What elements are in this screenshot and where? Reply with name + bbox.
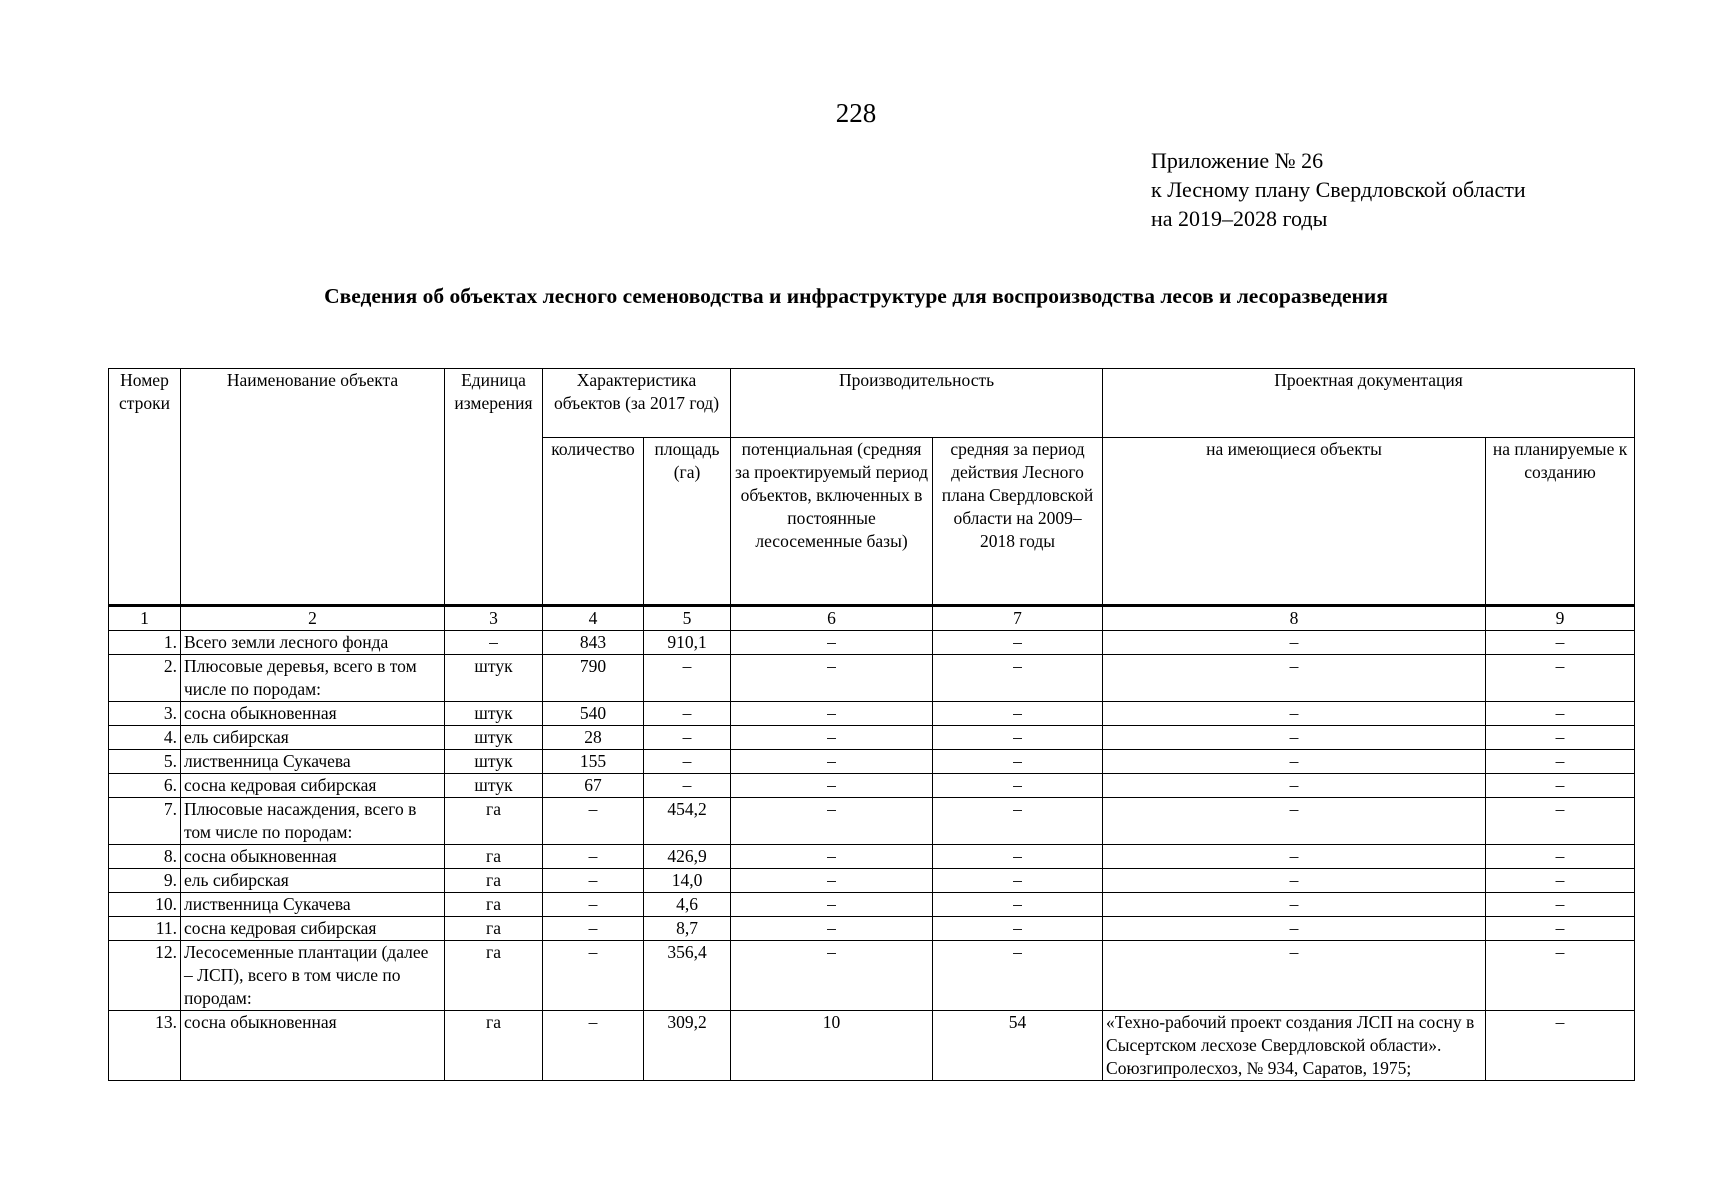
area-cell: – xyxy=(644,774,731,798)
area-cell: – xyxy=(644,726,731,750)
object-name-cell: Плюсовые деревья, всего в том числе по породам: xyxy=(181,655,445,702)
planned-docs-cell: – xyxy=(1486,941,1635,1011)
object-name-cell: сосна кедровая сибирская xyxy=(181,917,445,941)
potential-cell: – xyxy=(731,893,933,917)
existing-docs-cell: – xyxy=(1103,774,1486,798)
table-row xyxy=(109,845,1635,869)
row-number-cell: 6. xyxy=(109,774,181,798)
appendix-line-3: на 2019–2028 годы xyxy=(1151,206,1328,231)
header-project-docs: Проектная документация xyxy=(1103,369,1635,438)
potential-cell: – xyxy=(731,798,933,845)
row-number-cell: 8. xyxy=(109,845,181,869)
planned-docs-cell: – xyxy=(1486,631,1635,655)
unit-cell: штук xyxy=(445,750,543,774)
average-cell: – xyxy=(933,893,1103,917)
header-row-number: Номер строки xyxy=(109,369,181,606)
object-name-cell: лиственница Сукачева xyxy=(181,750,445,774)
average-cell: – xyxy=(933,869,1103,893)
column-numbers-row xyxy=(109,606,1635,631)
area-cell: 14,0 xyxy=(644,869,731,893)
quantity-cell: – xyxy=(543,941,644,1011)
area-cell: 309,2 xyxy=(644,1011,731,1081)
appendix-note xyxy=(1151,146,1526,233)
existing-docs-cell: – xyxy=(1103,726,1486,750)
quantity-cell: 155 xyxy=(543,750,644,774)
table-body xyxy=(109,631,1635,1081)
unit-cell: штук xyxy=(445,702,543,726)
row-number-cell: 12. xyxy=(109,941,181,1011)
table-row xyxy=(109,774,1635,798)
seed-objects-table xyxy=(108,368,1635,1081)
document-title: Сведения об объектах лесного семеноводства и инфраструктуре для воспроизводства лесов и лесоразведения xyxy=(324,284,1388,308)
average-cell: – xyxy=(933,941,1103,1011)
table-row xyxy=(109,869,1635,893)
object-name-cell: Всего земли лесного фонда xyxy=(181,631,445,655)
object-name-cell: Плюсовые насаждения, всего в том числе по породам: xyxy=(181,798,445,845)
planned-docs-cell: – xyxy=(1486,774,1635,798)
header-object-name: Наименование объекта xyxy=(181,369,445,606)
table-row xyxy=(109,631,1635,655)
average-cell: – xyxy=(933,655,1103,702)
row-number-cell: 11. xyxy=(109,917,181,941)
unit-cell: га xyxy=(445,893,543,917)
potential-cell: – xyxy=(731,702,933,726)
existing-docs-cell: – xyxy=(1103,869,1486,893)
table-row xyxy=(109,917,1635,941)
header-existing-objects: на имеющиеся объекты xyxy=(1103,438,1486,606)
potential-cell: – xyxy=(731,726,933,750)
unit-cell: штук xyxy=(445,655,543,702)
header-area: площадь (га) xyxy=(644,438,731,606)
object-name-cell: сосна кедровая сибирская xyxy=(181,774,445,798)
unit-cell: га xyxy=(445,917,543,941)
planned-docs-cell: – xyxy=(1486,750,1635,774)
column-number: 5 xyxy=(644,606,731,631)
page-number: 228 xyxy=(835,98,877,128)
unit-cell: га xyxy=(445,1011,543,1081)
quantity-cell: – xyxy=(543,917,644,941)
object-name-cell: лиственница Сукачева xyxy=(181,893,445,917)
object-name-cell: сосна обыкновенная xyxy=(181,1011,445,1081)
quantity-cell: – xyxy=(543,869,644,893)
object-name-cell: Лесосеменные плантации (далее – ЛСП), всего в том числе по породам: xyxy=(181,941,445,1011)
row-number-cell: 9. xyxy=(109,869,181,893)
average-cell: – xyxy=(933,917,1103,941)
average-cell: – xyxy=(933,774,1103,798)
planned-docs-cell: – xyxy=(1486,702,1635,726)
table-row xyxy=(109,798,1635,845)
planned-docs-cell: – xyxy=(1486,726,1635,750)
unit-cell: га xyxy=(445,798,543,845)
existing-docs-cell: – xyxy=(1103,655,1486,702)
appendix-line-2: к Лесному плану Свердловской области xyxy=(1151,177,1526,202)
object-name-cell: сосна обыкновенная xyxy=(181,702,445,726)
column-number: 4 xyxy=(543,606,644,631)
average-cell: 54 xyxy=(933,1011,1103,1081)
column-number: 8 xyxy=(1103,606,1486,631)
row-number-cell: 5. xyxy=(109,750,181,774)
unit-cell: штук xyxy=(445,774,543,798)
table-row xyxy=(109,941,1635,1011)
planned-docs-cell: – xyxy=(1486,655,1635,702)
existing-docs-cell: – xyxy=(1103,798,1486,845)
header-unit: Единица измерения xyxy=(445,369,543,606)
row-number-cell: 13. xyxy=(109,1011,181,1081)
column-number: 6 xyxy=(731,606,933,631)
area-cell: – xyxy=(644,750,731,774)
potential-cell: – xyxy=(731,655,933,702)
table-row xyxy=(109,893,1635,917)
existing-docs-cell: – xyxy=(1103,702,1486,726)
existing-docs-cell: – xyxy=(1103,893,1486,917)
potential-cell: 10 xyxy=(731,1011,933,1081)
appendix-line-1: Приложение № 26 xyxy=(1151,148,1324,173)
area-cell: – xyxy=(644,702,731,726)
potential-cell: – xyxy=(731,941,933,1011)
potential-cell: – xyxy=(731,869,933,893)
average-cell: – xyxy=(933,798,1103,845)
area-cell: – xyxy=(644,655,731,702)
row-number-cell: 3. xyxy=(109,702,181,726)
quantity-cell: – xyxy=(543,1011,644,1081)
area-cell: 454,2 xyxy=(644,798,731,845)
table-row xyxy=(109,726,1635,750)
column-number: 1 xyxy=(109,606,181,631)
row-number-cell: 7. xyxy=(109,798,181,845)
column-number: 2 xyxy=(181,606,445,631)
object-name-cell: сосна обыкновенная xyxy=(181,845,445,869)
area-cell: 356,4 xyxy=(644,941,731,1011)
header-characteristics: Характеристика объектов (за 2017 год) xyxy=(543,369,731,438)
planned-docs-cell: – xyxy=(1486,917,1635,941)
planned-docs-cell: – xyxy=(1486,893,1635,917)
potential-cell: – xyxy=(731,750,933,774)
object-name-cell: ель сибирская xyxy=(181,869,445,893)
table-row xyxy=(109,1011,1635,1081)
header-productivity: Производительность xyxy=(731,369,1103,438)
row-number-cell: 4. xyxy=(109,726,181,750)
object-name-cell: ель сибирская xyxy=(181,726,445,750)
quantity-cell: – xyxy=(543,893,644,917)
column-number: 7 xyxy=(933,606,1103,631)
potential-cell: – xyxy=(731,845,933,869)
area-cell: 426,9 xyxy=(644,845,731,869)
unit-cell: га xyxy=(445,845,543,869)
header-potential: потенциальная (средняя за проектируемый период объектов, включенных в постоянные лесосеменные базы) xyxy=(731,438,933,606)
quantity-cell: – xyxy=(543,845,644,869)
average-cell: – xyxy=(933,702,1103,726)
planned-docs-cell: – xyxy=(1486,1011,1635,1081)
quantity-cell: 67 xyxy=(543,774,644,798)
quantity-cell: 790 xyxy=(543,655,644,702)
planned-docs-cell: – xyxy=(1486,798,1635,845)
row-number-cell: 1. xyxy=(109,631,181,655)
planned-docs-cell: – xyxy=(1486,869,1635,893)
potential-cell: – xyxy=(731,631,933,655)
quantity-cell: 28 xyxy=(543,726,644,750)
header-planned-objects: на планируемые к созданию xyxy=(1486,438,1635,606)
potential-cell: – xyxy=(731,917,933,941)
existing-docs-cell: «Техно-рабочий проект создания ЛСП на сосну в Сысертском лесхозе Свердловской области». Союзгипролесхоз, № 934, Саратов, 1975; xyxy=(1103,1011,1486,1081)
average-cell: – xyxy=(933,631,1103,655)
average-cell: – xyxy=(933,845,1103,869)
existing-docs-cell: – xyxy=(1103,750,1486,774)
unit-cell: га xyxy=(445,941,543,1011)
column-number: 9 xyxy=(1486,606,1635,631)
table-row xyxy=(109,702,1635,726)
row-number-cell: 10. xyxy=(109,893,181,917)
existing-docs-cell: – xyxy=(1103,917,1486,941)
area-cell: 8,7 xyxy=(644,917,731,941)
table-row xyxy=(109,750,1635,774)
area-cell: 910,1 xyxy=(644,631,731,655)
existing-docs-cell: – xyxy=(1103,845,1486,869)
unit-cell: штук xyxy=(445,726,543,750)
potential-cell: – xyxy=(731,774,933,798)
header-quantity: количество xyxy=(543,438,644,606)
column-number: 3 xyxy=(445,606,543,631)
table-row xyxy=(109,655,1635,702)
planned-docs-cell: – xyxy=(1486,845,1635,869)
existing-docs-cell: – xyxy=(1103,941,1486,1011)
existing-docs-cell: – xyxy=(1103,631,1486,655)
quantity-cell: – xyxy=(543,798,644,845)
unit-cell: га xyxy=(445,869,543,893)
row-number-cell: 2. xyxy=(109,655,181,702)
average-cell: – xyxy=(933,750,1103,774)
quantity-cell: 540 xyxy=(543,702,644,726)
header-average: средняя за период действия Лесного плана Свердловской области на 2009–2018 годы xyxy=(933,438,1103,606)
average-cell: – xyxy=(933,726,1103,750)
area-cell: 4,6 xyxy=(644,893,731,917)
unit-cell: – xyxy=(445,631,543,655)
quantity-cell: 843 xyxy=(543,631,644,655)
